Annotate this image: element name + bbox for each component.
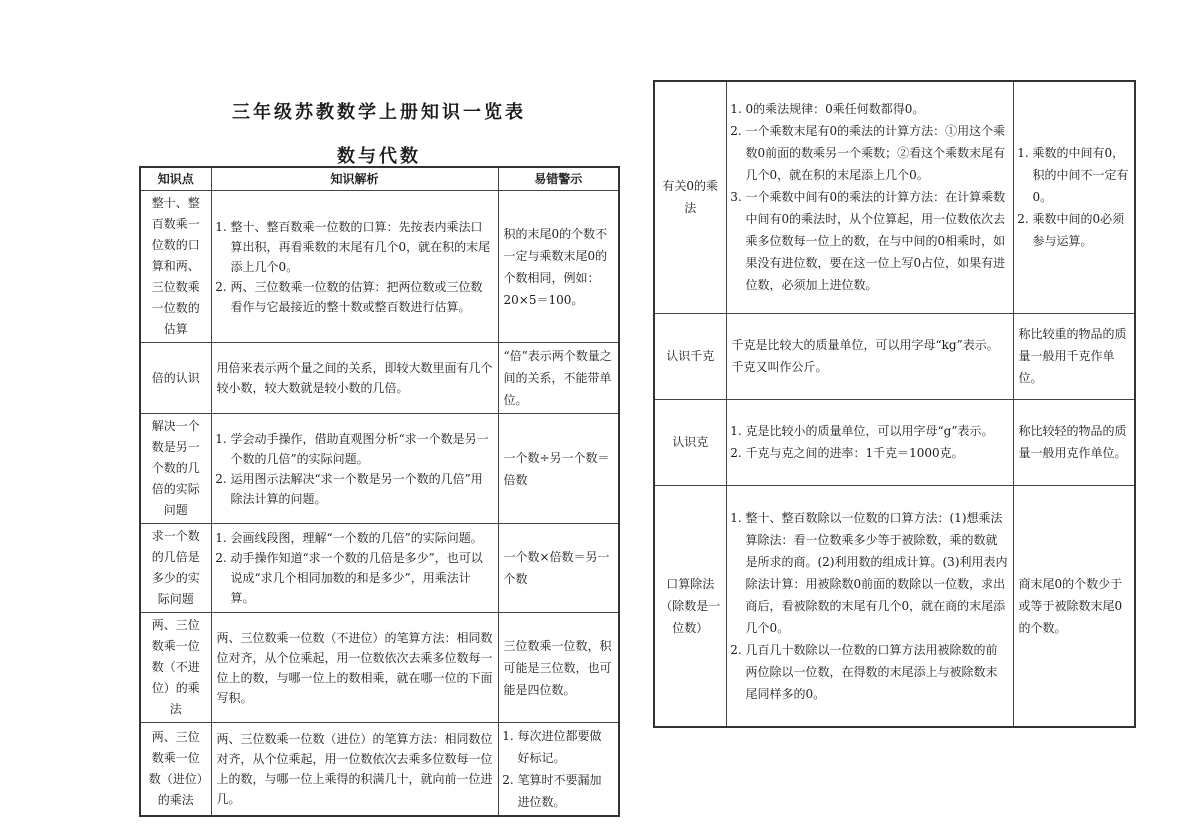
knowledge-point-cell: 两、三位数乘一位数（进位）的乘法 (140, 723, 211, 817)
warning-cell: 一个数×倍数＝另一个数 (498, 524, 619, 613)
table-row (140, 524, 619, 613)
warning-cell: “倍”表示两个数量之间的关系，不能带单位。 (498, 343, 619, 414)
warning-item: 1. 乘数的中间有0，积的中间不一定有0。 (1033, 142, 1130, 208)
section-title: 数与代数 (337, 146, 421, 167)
knowledge-point-cell: 解决一个数是另一个数的几倍的实际问题 (140, 414, 211, 524)
analysis-cell (211, 191, 498, 343)
header-knowledge-point: 知识点 (140, 167, 211, 191)
table-row (654, 81, 1135, 313)
analysis-cell (726, 485, 1013, 727)
warning-item: 2. 乘数中间的0必须参与运算。 (1033, 208, 1130, 252)
right-knowledge-table (653, 80, 1136, 728)
warning-cell: 三位数乘一位数，积可能是三位数，也可能是四位数。 (498, 613, 619, 723)
knowledge-point-cell: 求一个数的几倍是多少的实际问题 (140, 524, 211, 613)
analysis-item: 1. 整十、整百数乘一位数的口算：先按表内乘法口算出积，再看乘数的末尾有几个0，就在积的末尾添上几个0。 (231, 217, 493, 277)
analysis-item: 2. 运用图示法解决“求一个数是另一个数的几倍”用除法计算的问题。 (231, 469, 493, 509)
warning-item: 2. 笔算时不要漏加进位数。 (518, 769, 614, 813)
knowledge-point-cell: 有关0的乘法 (654, 81, 726, 313)
knowledge-point-cell: 倍的认识 (140, 343, 211, 414)
analysis-item: 1. 0的乘法规律：0乘任何数都得0。 (746, 98, 1008, 120)
analysis-item: 1. 会画线段图，理解“一个数的几倍”的实际问题。 (231, 528, 493, 548)
table-row (140, 723, 619, 817)
warning-cell: 一个数÷另一个数＝倍数 (498, 414, 619, 524)
warning-cell: 商末尾0的个数少于或等于被除数末尾0的个数。 (1013, 485, 1135, 727)
analysis-item: 2. 动手操作知道“求一个数的几倍是多少”，也可以说成“求几个相同加数的和是多少”，用乘法计算。 (231, 548, 493, 608)
analysis-cell: 用倍来表示两个量之间的关系，即较大数里面有几个较小数，较大数就是较小数的几倍。 (211, 343, 498, 414)
analysis-item: 2. 两、三位数乘一位数的估算：把两位数或三位数看作与它最接近的整十数或整百数进行估算。 (231, 277, 493, 317)
table-row (654, 313, 1135, 399)
page-title: 三年级苏教数学上册知识一览表 (232, 102, 526, 123)
analysis-cell: 千克是比较大的质量单位，可以用字母“kg”表示。千克又叫作公斤。 (726, 313, 1013, 399)
analysis-item: 2. 一个乘数末尾有0的乘法的计算方法：①用这个乘数0前面的数乘另一个乘数；②看这个乘数末尾有几个0，就在积的末尾添上几个0。 (746, 120, 1008, 186)
table-header-row (140, 167, 619, 191)
analysis-cell (211, 414, 498, 524)
warning-cell: 称比较重的物品的质量一般用千克作单位。 (1013, 313, 1135, 399)
knowledge-point-cell: 口算除法（除数是一位数） (654, 485, 726, 727)
table-row (654, 485, 1135, 727)
knowledge-point-cell: 两、三位数乘一位数（不进位）的乘法 (140, 613, 211, 723)
knowledge-point-cell: 整十、整百数乘一位数的口算和两、三位数乘一位数的估算 (140, 191, 211, 343)
warning-cell (498, 723, 619, 817)
left-knowledge-table (139, 166, 620, 817)
warning-cell: 积的末尾0的个数不一定与乘数末尾0的个数相同，例如：20×5＝100。 (498, 191, 619, 343)
analysis-cell (726, 399, 1013, 485)
analysis-cell: 两、三位数乘一位数（进位）的笔算方法：相同数位对齐，从个位乘起，用一位数依次去乘多位数每一位上的数，与哪一位上乘得的积满几十，就向前一位进几。 (211, 723, 498, 817)
analysis-item: 1. 克是比较小的质量单位，可以用字母“g”表示。 (746, 420, 1008, 442)
analysis-cell: 两、三位数乘一位数（不进位）的笔算方法：相同数位对齐，从个位乘起，用一位数依次去乘多位数每一位上的数，与哪一位上的数相乘，就在哪一位的下面写积。 (211, 613, 498, 723)
warning-cell (1013, 81, 1135, 313)
warning-cell: 称比较轻的物品的质量一般用克作单位。 (1013, 399, 1135, 485)
table-row (654, 399, 1135, 485)
knowledge-point-cell: 认识千克 (654, 313, 726, 399)
table-row (140, 191, 619, 343)
analysis-item: 2. 几百几十数除以一位数的口算方法用被除数的前两位除以一位数，在得数的末尾添上与被除数末尾同样多的0。 (746, 639, 1008, 705)
analysis-item: 3. 一个乘数中间有0的乘法的计算方法：在计算乘数中间有0的乘法时，从个位算起，用一位数依次去乘多位数每一位上的数，在与中间的0相乘时，如果没有进位数，要在这一位上写0占位，如果有进位数，必须加上进位数。 (746, 186, 1008, 296)
warning-item: 1. 每次进位都要做好标记。 (518, 725, 614, 769)
knowledge-point-cell: 认识克 (654, 399, 726, 485)
header-analysis: 知识解析 (211, 167, 498, 191)
analysis-item: 1. 整十、整百数除以一位数的口算方法：(1)想乘法算除法：看一位数乘多少等于被除数，乘的数就是所求的商。(2)利用数的组成计算。(3)利用表内除法计算：用被除数0前面的数除以一位数，求出商后，看被除数的末尾有几个0，就在商的末尾添几个0。 (746, 507, 1008, 639)
header-warning: 易错警示 (498, 167, 619, 191)
analysis-item: 1. 学会动手操作，借助直观图分析“求一个数是另一个数的几倍”的实际问题。 (231, 429, 493, 469)
analysis-item: 2. 千克与克之间的进率：1千克＝1000克。 (746, 442, 1008, 464)
table-row (140, 414, 619, 524)
analysis-cell (211, 524, 498, 613)
table-row (140, 343, 619, 414)
table-row (140, 613, 619, 723)
analysis-cell (726, 81, 1013, 313)
